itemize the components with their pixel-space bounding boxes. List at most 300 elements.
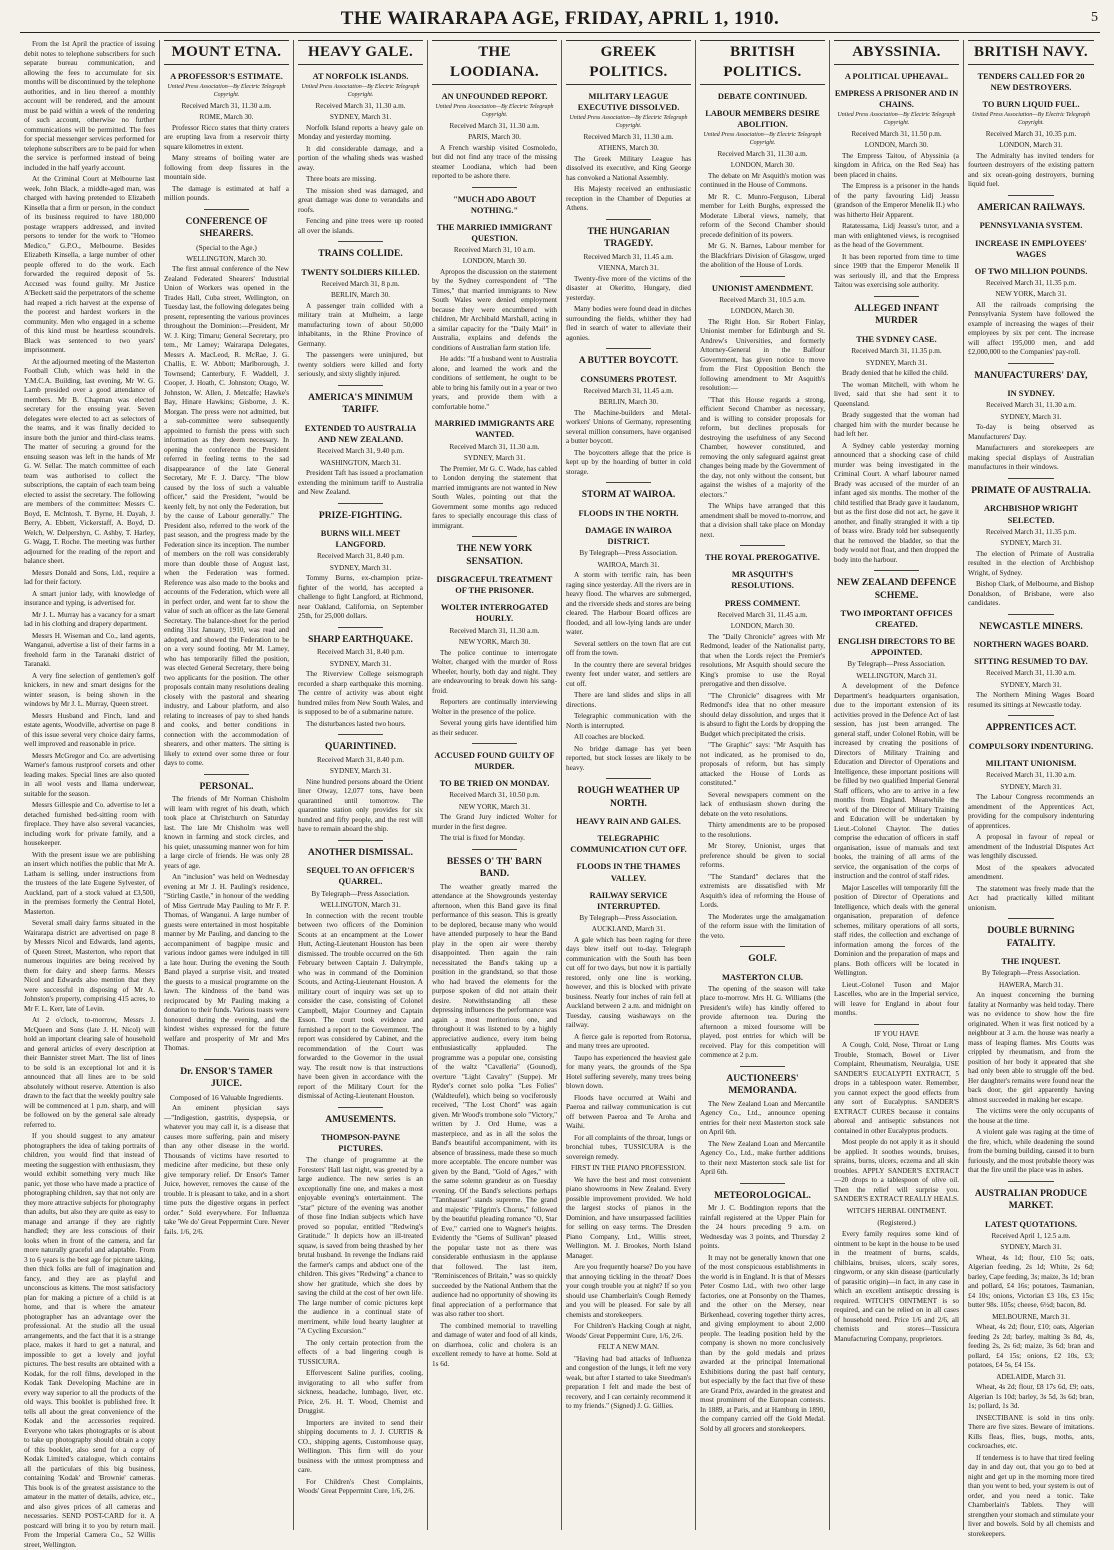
story-subhead: OF TWO MILLION POUNDS. <box>974 266 1088 276</box>
paragraph: Telegraphic communication with the North is interrupted. <box>566 712 691 730</box>
story-divider <box>1008 918 1053 919</box>
dateline: Received March 31, 11.30 a.m. <box>583 132 674 141</box>
story-divider <box>740 1183 785 1184</box>
paragraph: Importers are invited to send their shipping documents to J. J. CURTIS & CO., shipping agents, Customhouse quay, Wellington. This firm will do your business with the utmost promptness and care. <box>298 1418 423 1475</box>
paragraph: Most of the speakers advocated amendment. <box>968 863 1094 882</box>
paragraph: At the adjourned meeting of the Masterton Football Club, which was held in the Y.M.C.A. Building, last evening, Mr W. G. Lamb presided over a good attendance of members. Mr B. Chapman was elected secretary for the ensuing year. Seven delegates were elected to act as selectors of the teams, and it was finally decided to insure both the junior and third-class teams. The matter of securing a ground for the ensuing season was left in the hands of Mr G. W. Sellar. The match committee of each team was authorised to collect the subscriptions, the captain of each team being elected to assist the secretary. The following are members of the committee: Messrs C. Boyd, E. McIntosh, T. Byrne, H. Dayah, J. Berry, A. Ebbett, Vickerstaff, A. Boyd, D. Welch, W. Delpershyn, C. Ashby, T. Harley, G. Wagg, T. Roche. The meeting was further adjourned for the reading of the report and balance sheet. <box>24 357 155 565</box>
paragraph: With the present issue we are publishing an insert which notifies the public that Mr A. Latham is selling, under instructions from the trustees of the late Eugene Sylvester, of Auckland, part of a stock valued at £3,500, in the premises formerly the Central Hotel, Masterton. <box>24 850 155 916</box>
story-subhead: MILITARY LEAGUE EXECUTIVE DISSOLVED. <box>577 91 680 112</box>
story-subhead: EXTENDED TO AUSTRALIA AND NEW ZEALAND. <box>304 423 417 444</box>
paragraph: The Admiralty has invited tenders for fourteen destroyers of the existing pattern and six ocean-going destroyers, burning liquid fuel. <box>968 151 1094 189</box>
story-subhead: THE INQUEST. <box>1001 957 1061 967</box>
paragraph: Are you frequently hoarse? Do you have that annoying tickling in the throat? Does your cough trouble you at night? If so you should use Chamberlain's Cough Remedy and you will be pleased. For sale by all chemists and storekeepers. <box>566 1263 691 1319</box>
story-divider <box>606 778 651 779</box>
paragraph: Lieut.-Colonel Tuson and Major Lascelles, who are in the Imperial service, will leave for England in about four months. <box>834 980 959 1018</box>
paragraph: Ratatessama, Lidj Jeassu's tutor, and a man with enlightened views, is recognised as the head of the Government. <box>834 222 959 250</box>
dateline: Received March 31, 11.30 a.m. <box>449 121 540 130</box>
paragraph: The only certain protection from the effects of a bad lingering cough is TUSSICURA. <box>298 1338 423 1366</box>
wire-credit: United Press Association—By Electric Telegraph Copyright. <box>167 83 286 98</box>
story-headline: AUCTIONEERS' MEMORANDA. <box>726 1073 799 1097</box>
dateline: PARIS, March 30. <box>468 133 521 141</box>
advert-heading: FIRST IN THE PIANO PROFESSION. <box>571 1164 686 1173</box>
story-headline: ALLEGED INFANT MURDER <box>854 303 939 327</box>
story-divider <box>472 743 517 744</box>
story-divider <box>1008 478 1053 479</box>
paragraph: Mr J. L. Murray has a vacancy for a smart lad in his clothing and drapery department. <box>24 610 155 628</box>
dateline: Received March 31, 11.30 a.m. <box>449 442 540 451</box>
column-banner: GREEK POLITICS. <box>566 40 691 85</box>
story-subhead: TWENTY SOLDIERS KILLED. <box>301 267 420 277</box>
story-subhead: "MUCH ADO ABOUT NOTHING." <box>453 194 536 215</box>
paragraph: Twenty-five more of the victims of the disaster at Okeritto, Hungary, died yesterday. <box>566 274 691 302</box>
column-1 <box>20 40 160 1549</box>
dateline: Received March 31, 10.5 a.m. <box>719 295 806 304</box>
story-divider <box>338 840 383 841</box>
newspaper-title: THE WAIRARAPA AGE, FRIDAY, APRIL 1, 1910. <box>340 8 780 29</box>
paragraph: In connection with the recent trouble between two officers of the Dominion Scouts at an encampment at the Lower Hutt, Acting-Lieutenant Houston has been dismissed. The trouble occurred on the 6th February between Captain J. Dalrymple, who was in command of the Dominion Scouts, and Acting-Lieutenant Houston. A military court of inquiry was set up to consider the case, consisting of Colonel Campbell, Major Courtney and Captain Esson. The court took evidence and furnished a report to the Government. The report was considered by Cabinet, and the recommendation of the Court was forwarded to the Governor in the usual way. The result now is that instructions have been given in accordance with the report of the Military Court for the dismissal of Acting-Lieutenant Houston. <box>298 911 423 1101</box>
dateline: SYDNEY, March 31. <box>329 113 392 122</box>
paragraph: If tenderness is to have that tired feeling day in and day out, that you go to bed at night and get up in the morning more tired than you went to bed, your system is out of order, and you need a tonic. Take Chamberlain's Tablets. They will strengthen your stomach and stimulate your liver and bowels. Sold by all chemists and storekeepers. <box>968 1453 1094 1538</box>
paragraph: A violent gale was raging at the time of the fire, which, while deadening the sound from the burning building, caused it to burn furiously, and the most probable theory was that the fire until the place was in ashes. <box>968 1128 1094 1175</box>
story-divider <box>606 482 651 483</box>
column-2 <box>160 40 294 1530</box>
dateline: LONDON, March 30. <box>462 257 527 266</box>
column-6 <box>696 40 830 1530</box>
paragraph: There are land slides and slips in all directions. <box>566 691 691 709</box>
advert-heading: FELT A NEW MAN. <box>598 1343 659 1352</box>
paragraph: Several young girls have identified him as their seducer. <box>432 719 557 737</box>
paragraph: A Sydney cable yesterday morning announced that a shocking case of child murder was being investigated in the Criminal Court. A wharf labourer named Brady was accused of the murder of an infant aged six months. The mother of the child testified that Brady gave it laudanum, but as the first dose did not act, he gave it another, and finally strangled it with a tip of brass wire. Brady told her subsequently that he removed the bladder, so that the body would not float, and then dropped the body into the harbour. <box>834 441 959 564</box>
story-subhead: TENDERS CALLED FOR 20 NEW DESTROYERS. <box>977 71 1085 92</box>
wire-credit: United Press Association—By Electric Telegraph Copyright. <box>301 83 420 98</box>
story-divider <box>472 536 517 537</box>
columns <box>20 40 1100 1549</box>
dateline: LONDON, March 30. <box>730 161 795 170</box>
story-subhead: THE MARRIED IMMIGRANT QUESTION. <box>436 222 553 243</box>
wire-credit: United Press Association—By Electric Telegraph Copyright. <box>703 131 822 146</box>
dateline: WELLINGTON, March 31. <box>856 671 937 680</box>
story-divider <box>874 296 919 297</box>
story-headline: ANOTHER DISMISSAL. <box>307 847 414 858</box>
story-headline: GOLF. <box>748 954 777 965</box>
paragraph: The debate on Mr Asquith's motion was continued in the House of Commons. <box>700 171 825 190</box>
story-subhead: INCREASE IN EMPLOYEES' WAGES <box>975 238 1087 259</box>
advert-heading: WITCH'S HERBAL OINTMENT. <box>846 1206 947 1215</box>
paragraph: "The Chronicle" disagrees with Mr Redmond's idea that no other measure should delay dissolution, and urges that it is absurd to fight the Lords by dropping the Budget which precipitated the crisis. <box>700 691 825 738</box>
story-subhead: BURNS WILL MEET LANGFORD. <box>320 529 401 550</box>
paragraph: All the railroads comprising the Pennsylvania System have followed the example of increasing the wages of their employees by six per cent. The increase will affect 195,000 men, and add £2,000,000 to the Companies' pay-roll. <box>968 300 1094 357</box>
story-headline: Dr. ENSOR'S TAMER JUICE. <box>180 1066 273 1090</box>
paragraph: Nine hundred persons aboard the Orient liner Otway, 12,077 tons, have been quarantined until tomorrow. The quarantine station only provides for six hundred and fifty people, and the rest will have to remain aboard the ship. <box>298 777 423 834</box>
dateline: SYDNEY, March 31. <box>1000 782 1062 791</box>
column-banner: BRITISH POLITICS. <box>700 40 825 85</box>
paragraph: The police continue to interrogate Wolter, charged with the murder of Ross Wheeler, hourly, both day and night. They are endeavouring to break down his sang-froid. <box>432 648 557 695</box>
paragraph: The New Zealand Loan and Mercantile Agency Co., Ltd., announce opening entries for their next Masterton stock sale on April 6th. <box>700 1099 825 1137</box>
story-headline: NEW ZEALAND DEFENCE SCHEME. <box>836 578 957 601</box>
dateline: BERLIN, March 30. <box>598 398 659 407</box>
paragraph: Apropos the discussion on the statement by the Sydney correspondent of "The Times," that married immigrants to New South Wales were denied employment because they were encumbered with children, Mr Archibald Marshall, acting in a similar capacity for the "Daily Mail" in Australia, explains and defends the conditions of Australian farm station life. <box>432 267 557 352</box>
paragraph: Messrs H. Wiseman and Co., land agents, Wanganui, advertise a list of their farms in a freehold farm in the Taranaki district of Taranaki. <box>24 631 155 668</box>
paragraph: Fencing and pine trees were up rooted all over the islands. <box>298 217 423 235</box>
paragraph: The opening of the season will take place to-morrow. Mrs H. G. Williams (the President's wife) has kindly offered to provide afternoon tea. During the afternoon a mixed foursome will be played, post entries for which will be received. Play for this competition will commence at 2 p.m. <box>700 984 825 1060</box>
paragraph: Wheat, 4s 2d; flour, £8 17s 6d, £9; oats, Algerian 1s 10d; barley, 3s 5d, 3s 6d; bran, 1s; pollard, 1s 3d. <box>968 1383 1094 1411</box>
story-headline: METEOROLOGICAL. <box>714 1190 811 1201</box>
paragraph: Mr Storey, Unionist, urges that preference should be given to social reforms. <box>700 842 825 870</box>
column-7 <box>830 40 964 1530</box>
paragraph: No bridge damage has yet been reported, but stock losses are likely to be heavy. <box>566 744 691 772</box>
dateline: Received March 31, 11.30 a.m. <box>181 101 272 110</box>
paragraph: Messrs Donald and Sons, Ltd., require a lad for their factory. <box>24 568 155 586</box>
paragraph: A very fine selection of gentlemen's golf knickers, in new and smart designs for the winter season, is being shown in the windows by Mr J. L. Murray, Queen street. <box>24 671 155 708</box>
paragraph: A gale which has been raging for three days blew itself out to-day. Telegraph communication with the South has been cut off for two days, but now it is partially restored, only one line is working, however, and this is blocked with private business. Nearly four inches of rain fell at Auckland between 2 a.m. and midnight on Tuesday, causing washaways on the railway. <box>566 935 691 1030</box>
story-divider <box>740 276 785 277</box>
story-subhead: A POLITICAL UPHEAVAL. <box>844 71 949 81</box>
dateline: Received March 31, 8.40 p.m. <box>316 552 405 561</box>
paragraph: "That this House regards a strong, efficient Second Chamber as necessary, and is willing to consider proposals for reform, but declines proposals for destroying the usefulness of any Second Chamber, however constituted, and removing the only safeguard against great changes being made by the Government of the day, not only without the consent, but against the wishes of a majority of the electors." <box>700 395 825 499</box>
dateline: By Telegraph—Press Association. <box>981 969 1081 978</box>
dateline: WAIROA, March 31. <box>597 560 660 569</box>
dateline: LONDON, March 30. <box>730 307 795 316</box>
wire-credit: United Press Association—By Electric Telegraph Copyright. <box>435 103 554 118</box>
paragraph: Manufacturers and storekeepers are making special displays of Australian manufactures in their windows. <box>968 444 1094 472</box>
story-subhead: SITTING RESUMED TO DAY. <box>974 657 1088 667</box>
story-headline: NEWCASTLE MINERS. <box>979 621 1083 632</box>
dateline: Received March 31, 11.45 a.m. <box>583 386 674 395</box>
paragraph: If you should suggest to any amateur photographers the idea of taking portraits of children, you would find that instead of meeting the suggestion with enthusiasm, they would exhibit something very much like panic, yet those who have made a practice of photographing children, say that not only are they more attractive subjects for photography than adults, but also they are quite as easy to manage and arrange if they are rightly handled; they are less conscious of their looks when in front of the camera, and far more naturally graceful and adaptable. From 3 to 6 years is the best age for picture taking, then thick folks are full of imagination and fancy, and they are as playful and unconscious as kittens. The most satisfactory plan for making a picture of a child is at home, and that is where the amateur photographer has an advantage over the professional. At the studio all the usual arrangements, and the fact that it is a strange place, makes it hard to get a natural, and impossible to get a lovely and joyful pictures. The best results are obtained with a Kodak, for the roll films, developed in the Kodak Tank Developing Machine are in every way superior to all the products of the old ways. This booklet is published free. It tells all about the great convenience of the Kodak and the accessories required. Everyone who takes photographs or is about to take up photography should obtain a copy of this booklet, also send for a copy of Kodak Limited's catalogue, which contains all the particulars of this big business, containing 'Kodak' and 'Brownie' cameras. This book is of the greatest assistance to the amateur in the matter of details, advice, etc., and also gives prices of all cameras and necessaries. SEND POST-CARD for it. A postcard will bring it to you by return mail. From the Imperial Camera Co., 52 Willis street, Wellington. <box>24 1132 155 1549</box>
paragraph: Wheat, 4s 1d; flour, £10 5s; oats, Algerian feeding, 2s 1d; White, 2s 6d; barley, Cape feeding, 3s; maize, 3s 1d; bran and pollard, £4 16s; potatoes, Tasmanian, £4 10s; onions, Victorian £3 10s, £3 15s; butter 98s. 105s; cheese, 6½d; bacon, 8d. <box>968 1253 1094 1310</box>
story-headline: TRAINS COLLIDE. <box>318 249 403 260</box>
paragraph: It did considerable damage, and a portion of the whaling sheds was washed away. <box>298 144 423 172</box>
paragraph: Reporters are continually interviewing Wolter in the presence of the police. <box>432 698 557 716</box>
paragraph: Mr J. C. Boddington reports that the rainfall registered at the Upper Plain for the 24 hours preceding 9 a.m. on Wednesday was 3 points, and Thursday 2 points. <box>700 1204 825 1251</box>
dateline: NEW YORK, March 30. <box>458 638 531 646</box>
dateline: By Telegraph—Press Association. <box>579 549 678 558</box>
dateline: SYDNEY, March 31. <box>1000 1243 1062 1252</box>
dateline: NEW YORK, March 31. <box>995 290 1067 299</box>
story-subhead: THE ROYAL PREROGATIVE. <box>705 553 820 563</box>
masthead <box>20 8 1100 33</box>
dateline: ATHENS, March 30. <box>598 144 659 153</box>
dateline: Received March 31, 9.40 p.m. <box>316 447 405 456</box>
paragraph: The trial is fixed for Monday. <box>440 834 525 843</box>
story-subhead: AT NORFOLK ISLANDS. <box>312 71 409 81</box>
story-subhead: LATEST QUOTATIONS. <box>985 1219 1077 1229</box>
story-subhead: TWO IMPORTANT OFFICES CREATED. <box>840 609 953 630</box>
paragraph: The Grand Jury indicted Wolter for murder in the first degree. <box>432 813 557 831</box>
wire-credit: United Press Association—By Electric Telegraph Copyright. <box>971 112 1091 126</box>
paragraph: Professor Ricco states that thirty craters are erupting lava from a reservoir thirty square kilometres in extent. <box>164 123 289 151</box>
story-headline: AMERICAN RAILWAYS. <box>977 202 1085 213</box>
dateline: By Telegraph—Press Association. <box>847 660 946 669</box>
paragraph: We have the best and most convenient piano showrooms in New Zealand. Every possible improvement provided. We hold the largest stocks of pianos in the Dominion, and have unsurpassed facilities for selling on easy terms. The Dresden Piano Company, Ltd., Willis street, Wellington. M. J. Brookes, North Island Manager. <box>566 1175 691 1260</box>
dateline: Received March 31, 11.35 p.m. <box>851 347 942 356</box>
paragraph: A storm with terrific rain, has been raging since yesterday. All the rivers are in heavy flood. The wharves are submerged, and the riverside sheds and stores are being cleared. The Harbour Board offices are flooded, and all low-lying lands are under water. <box>566 571 691 637</box>
story-subhead: DAMAGE IN WAIROA DISTRICT. <box>585 525 672 546</box>
paragraph: In the country there are several bridges twenty feet under water, and settlers are cut off. <box>566 660 691 688</box>
story-headline: PRIZE-FIGHTING. <box>318 510 403 521</box>
story-subhead: IN SYDNEY. <box>1007 389 1055 399</box>
paragraph: For all complaints of the throat, lungs or bronchial tubes, TUSSICURA is the sovereign remedy. <box>566 1133 691 1161</box>
story-subhead: HEAVY RAIN AND GALES. <box>576 817 681 827</box>
story-subhead: FLOODS IN THE NORTH. <box>578 508 679 518</box>
dateline: Received March 31, 11.45 a.m. <box>583 252 674 261</box>
paragraph: At the Criminal Court at Melbourne last week, John Black, a middle-aged man, was charged with having pretended to Elizabeth Kinsella that a firm or person, in the conduct of its business required to have 180,000 postage wrappers addressed, and invited persons to tender for the work to "Homeo Medico," G.P.O., Melbourne. Besides Elizabeth Kinsella, a large number of other people offered to do the work. Each forwarded the required deposit of 5s. Accused was found guilty. Mr Justice A'Beckett said the perpetrators of the scheme had reaped a rich harvest at the expense of the poorest and hardest workers in the community. Men who engaged in a scheme of this kind must be heartless scoundrels. Black was sentenced to two years' imprisonment. <box>24 175 155 354</box>
paragraph: "The Standard" declares that the extremists are dissatisfied with Mr Asquith's idea of reforming the House of Lords. <box>700 872 825 910</box>
paragraph: The victims were the only occupants of the house at the time. <box>968 1107 1094 1125</box>
story-headline: APPRENTICES ACT. <box>985 723 1077 734</box>
story-subhead: COMPULSORY INDENTURING. <box>968 741 1094 751</box>
story-divider <box>1008 363 1053 364</box>
advert-heading: IF YOU HAVE <box>874 1029 919 1038</box>
story-headline: BESSES O' TH' BARN BAND. <box>446 856 543 880</box>
dateline: LONDON, March 31. <box>999 141 1063 150</box>
paragraph: Several small dairy farms situated in the Wairarapa district are advertised on page 8 by Messrs Nicol and Edwards, land agents, of Queen Street, Masterton, who report that numerous inquiries are being received by them for dairy and sheep farms. Messrs Nicol and Edwards also mention that they were successful in disposing of Mr A. Johnston's property, comprising 415 acres, to Mr F. L. Kerr, late of Levin. <box>24 919 155 1013</box>
paragraph: Several settlers on the town flat are cut off from the town. <box>566 639 691 658</box>
paragraph: For Children's Chest Complaints, Woods' Great Peppermint Cure, 1/6, 2/6. <box>298 1477 423 1496</box>
story-divider <box>1008 715 1053 716</box>
story-subhead: MR ASQUITH'S RESOLUTIONS. <box>731 570 794 591</box>
story-divider <box>1008 195 1053 196</box>
paragraph: It has been reported from time to time since 1909 that the Emperor Menelik II was seriously ill, and that the Empress Taitou was exercising sole authority. <box>834 252 959 290</box>
dateline: Received March 31, 8.40 p.m. <box>316 755 405 764</box>
paragraph: The passengers were uninjured, but twenty soldiers were killed and forty seriously, and sixty slightly injured. <box>298 351 423 379</box>
story-subhead: TELEGRAPHIC COMMUNICATION CUT OFF. <box>570 834 687 855</box>
paragraph: Floods have occurred at Waihi and Paeroa and railway communication is cut off between Paeroa and Te Aroha and Waihi. <box>566 1093 691 1131</box>
paragraph: At 2 o'clock, to-morrow, Messrs J. McQueen and Sons (late J. H. Nicol) will hold an important clearing sale of household and general articles of every description at their Bannister street Mart. The list of lines to be sold is an exceptional lot and it is announced that all lines are to be sold absolutely without reserve. Attention is also drawn to the fact that the weekly poultry sale will be commenced at 1 p.m. sharp, and will be followed on by the general sale already referred to. <box>24 1016 155 1129</box>
dateline: Received April 1, 12.5 a.m. <box>991 1231 1071 1240</box>
dateline: Received March 31, 11.30 a.m. <box>449 626 540 635</box>
paragraph: The Riverview College seismograph recorded a sharp earthquake this morning. The centre of activity was about eight hundred miles from New South Wales, and is supposed to be of a submarine nature. <box>298 670 423 717</box>
paragraph: The damage is estimated at half a million pounds. <box>164 184 289 203</box>
paragraph: The Empress Taitou, of Abyssinia (a kingdom in Africa, on the Red Sea) has been placed in chains. <box>834 151 959 179</box>
dateline: SYDNEY, March 31. <box>329 563 392 572</box>
story-divider <box>740 946 785 947</box>
story-subhead: THE SYDNEY CASE. <box>856 334 937 344</box>
story-subhead: FLOODS IN THE THAMES VALLEY. <box>576 862 681 883</box>
subtitle: (Special to the Age.) <box>196 242 257 252</box>
wire-credit: United Press Association—By Electric Telegraph Copyright. <box>837 112 956 126</box>
dateline: Received March 31, 10.50 p.m. <box>449 791 540 800</box>
paragraph: The disturbances lasted two hours. <box>306 719 406 728</box>
story-subhead: UNIONIST AMENDMENT. <box>711 283 814 293</box>
story-subhead: DEBATE CONTINUED. <box>717 91 808 101</box>
paragraph: Three boats are missing. <box>306 175 377 184</box>
dateline: ADELAIDE, March 31. <box>996 1372 1066 1381</box>
paragraph: Mr G. N. Barnes, Labour member for the Blackfriars Division of Glasgow, urged the abolition of the House of Lords. <box>700 242 825 270</box>
story-subhead: MASTERTON CLUB. <box>722 972 803 982</box>
paragraph: Effervescent Saline purifies, cooling, invigorating to all who suffer from sickness, headache, lumbago, liver, etc. Price, 2/6. H. T. Wood, Chemist and Druggist. <box>298 1369 423 1416</box>
story-headline: AUSTRALIAN PRODUCE MARKET. <box>974 1188 1088 1212</box>
paragraph: The Machine-builders and Metal-workers' Unions of Germany, representing several million consumers, have organised a butter boycott. <box>566 408 691 446</box>
dateline: BERLIN, March 30. <box>330 291 391 300</box>
dateline: Received March 31, 11.35 p.m. <box>985 278 1077 287</box>
paragraph: The statement was freely made that the Act had practically killed militant unionism. <box>968 884 1094 912</box>
dateline: Received March 31, 10.35 p.m. <box>985 129 1077 138</box>
story-divider <box>1008 1181 1053 1182</box>
story-divider <box>338 241 383 242</box>
paragraph: For Children's Hacking Cough at night, Woods' Great Peppermint Cure, 1/6, 2/6. <box>566 1322 691 1340</box>
paragraph: Thirty amendments are to be proposed to the resolutions. <box>700 821 825 839</box>
paragraph: A proposal in favour of repeal or amendment of the Industrial Disputes Act was lengthily discussed. <box>968 833 1094 861</box>
column-3 <box>294 40 428 1530</box>
paragraph: Messrs Husband and Finch, land and estate agents, Woodville, advertise on page 8 of this issue several very choice dairy farms, well improved and reasonable in price. <box>24 711 155 748</box>
paragraph: From the 1st April the practice of issuing debit notes to telephone subscribers for such separate bureau communication, and allowing the fees to accumulate for six months will be discontinued by the telephone authorities, and in lieu thereof a monthly account will be rendered, and the amount must be paid within a week of the rendering of such account, otherwise no further communications will be permitted. The fees for special messenger services performed for telephone subscribers are to be paid for when the service is performed instead of being included in the half yearly account. <box>24 40 155 172</box>
paragraph: The first annual conference of the New Zealand Federated Shearers' Industrial Union of Workers was opened in the Trades Hall, Cuba street, Wellington, on Tuesday last, the following delegates being present, representing the various provinces throughout the Dominion:—President, Mr W. J. Kirg; Timaru; General Secretary, pro tem., Mr Lamey; Wairarapa Delegates, Messrs A. MacLeod, R. McRae, J. G. Challis, E. W. Abbott; Marlborough, J. Townsend; Canterbury, F. Waddell, J. Cooper, J. Hoath, C. Johnston; Otago, W. Johnston, W. Allen, J. Metcalfe; Hawke's Bay, Hinare Hawkins; Gisborne, J. K. Morgan. The press were not admitted, but a sub-committee were subsequently appointed to furnish the press with such information as they deem necessary. In opening the conference the President referred in feeling terms to the sad disappearance of the late General Secretary, Mr F. J. Darcy. "The blow caused by the loss of such a valuable officer," said the President, "would be keenly felt, by not only the Federation, but by the cause of Labour generally." The President also, referred to the work of the past season, and the progress made by the Federation since its inception. The number of members on the roll was considerably more than double those of August last, when the Federation was formed. Reference was also made to the books and accounts of the Federation, which were all in perfect order, and went far to show the value of such an officer as the late General Secretary. The balance-sheet for the period ending 31st January, 1910, was read and adopted, and showed the Federation to be on a very sound footing. Mr M. Lamey, who has temporarily filled the position, was elected General Secretary, there being two applicants for the position. The other proposals contain many resolutions dealing closely with the pastoral and shearing industry, and Labour platform, and also relating to increases of pay to shed hands and cooks, and better conditions in connection with the accommodation of shearers, and other matters. The sitting is likely to extend over some three or four days to come. <box>164 265 289 768</box>
paragraph: Messrs McGregor and Co. are advertising Warner's famous rustproof corsets and other leading makes. Special lines are also quoted in all wool vests and llama underwear, suitable for the season. <box>24 751 155 798</box>
paragraph: The combined memorial to travelling and damage of water and food of all kinds, on diarrhoea, colic and cholera is an excellent remedy to have at home. Sold at 1s 6d. <box>432 1321 557 1368</box>
story-divider <box>606 219 651 220</box>
paragraph: INSECTIBANE is sold in tins only. There are five sizes. Beware of imitations. Kills fleas, flies, bugs, moths, ants, cockroaches, etc. <box>968 1413 1094 1451</box>
story-subhead: NORTHERN WAGES BOARD. <box>973 640 1089 650</box>
dateline: SYDNEY, March 31. <box>1000 539 1062 548</box>
story-headline: PERSONAL. <box>199 781 254 792</box>
paragraph: The Right Hon. Sir Robert Finlay, Unionist member for Edinburgh and St. Andrew's Universities, and formerly Attorney-General in the Balfour Government, has given notice to move from the First Opposition Bench the following amendment to Mr Asquith's resolution:— <box>700 317 825 393</box>
paragraph: Messrs Gillespie and Co. advertise to let a detached furnished bed-sitting room with fireplace. They have also several vacancies, including work for private family, and a housekeeper. <box>24 801 155 847</box>
dateline: Received March 31, 8 p.m. <box>321 279 400 288</box>
story-headline: SHARP EARTHQUAKE. <box>308 634 413 645</box>
paragraph: The woman Mitchell, with whom he lived, said that she had sent it to Queensland. <box>834 380 959 408</box>
story-divider <box>204 774 249 775</box>
dateline: Received March 31, 11.30 a.m. <box>717 149 808 158</box>
dateline: WASHINGTON, March 31. <box>320 458 401 467</box>
story-subhead: ACCUSED FOUND GUILTY OF MURDER. <box>434 751 555 772</box>
dateline: LONDON, March 30. <box>730 622 795 631</box>
story-headline: CONFERENCE OF SHEARERS. <box>185 216 268 240</box>
dateline: Received March 31, 11.50 p.m. <box>851 129 942 138</box>
dateline: MELBOURNE, March 31. <box>992 1312 1070 1321</box>
dateline: By Telegraph—Press Association. <box>311 889 410 898</box>
paragraph: Bishop Clark, of Melbourne, and Bishop Donaldson, of Brisbane, were also candidates. <box>968 580 1094 608</box>
paragraph: "Having had bad attacks of Influenza and congestion of the lungs, it left me very weak, but after I started to take Steedman's preparation I felt and made the best of recovery, and I can certainly recommend it to my friends." (Signed) J. G. Gillies. <box>566 1354 691 1411</box>
dateline: HAWERA, March 31. <box>998 980 1064 989</box>
paragraph: A Cough, Cold, Nose, Throat or Lung Trouble, Stomach, Bowel or Liver Complaint, Rheumatism, Neuralgia, USE SANDER'S EUCALYPTI EXTRACT, 5 drops in a tablespoon water. Remember, you cannot expect the good effects from any sort of Eucalyptus. SANDER'S EXTRACT CURES because it contains aboreal and antiseptic substances not contained in other Eucalyptus products. <box>834 1041 959 1135</box>
dateline: Received March 31, 11.35 p.m. <box>985 527 1077 536</box>
paragraph: A French warship visited Cosmoledo, but did not find any trace of the missing steamer Loodiana, which had been reported to be ashore there. <box>432 143 557 180</box>
column-banner: THE LOODIANA. <box>432 40 557 85</box>
story-divider <box>338 385 383 386</box>
story-headline: THE HUNGARIAN TRAGEDY. <box>587 226 670 250</box>
story-divider <box>338 503 383 504</box>
paragraph: President Taft has issued a proclamation extending the minimum tariff to Australia and New Zealand. <box>298 469 423 497</box>
paragraph: To-day is being observed as Manufacturers' Day. <box>968 423 1094 441</box>
story-subhead: A PROFESSOR'S ESTIMATE. <box>170 71 283 81</box>
paragraph: Brady denied that he killed the child. <box>842 369 949 378</box>
paragraph: Every family requires some kind of ointment to be kept in the house to be used in the treatment of burns, scalds, chilblains, bruises, ulcers, scaly sores, ringworm, or any skin disease (particularly of parasitic origin)—in fact, in any case in which an excellent antiseptic dressing is required. WITCH'S OINTMENT is so required, and can be relied on in all cases of household need. Price 1/6 and 2/6, all chemists and stores—Tussicura Manufacturing Company, proprietors. <box>834 1230 959 1343</box>
dateline: By Telegraph—Press Association. <box>579 913 678 922</box>
paragraph: All coaches are blocked. <box>574 733 645 742</box>
paragraph: An "inclusion" was held on Wednesday evening at Mr J. H. Pauling's residence, "Stirling Castle," in honour of the wedding of Miss Gertrude May Pauling to Mr F. P. Thomas, of Wanganui. A large number of guests were entertained in most hospitable manner by Mr Pauling, and dancing to the accompaniment of bagpipe music and various indoor games were indulged in till a late hour. During the evening the South Band played a surprise visit, and treated the guests to a musical programme on the lawn. The kindness of the band was reciprocated by Mr Pauling making a donation to their funds. Various toasts were honoured during the evening, and the kindest wishes expressed for the future welfare and prosperity of Mr and Mrs Thomas. <box>164 873 289 1053</box>
dateline: LONDON, March 30. <box>864 141 929 150</box>
story-headline: STORM AT WAIROA. <box>581 490 676 501</box>
dateline: ROME, March 30. <box>199 113 254 122</box>
paragraph: Several newspapers comment on the lack of enthusiasm shown during the debate on the veto resolutions. <box>700 790 825 818</box>
story-divider <box>874 1024 919 1025</box>
paragraph: A fierce gale is reported from Rotorua, and many trees are uprooted. <box>566 1032 691 1051</box>
dateline: WELLINGTON, March 31. <box>320 901 401 910</box>
page-number: 5 <box>1091 10 1098 25</box>
dateline: SYDNEY, March 31. <box>329 767 392 776</box>
paragraph: The New Zealand Loan and Mercantile Agency Co., Ltd., make further additions to their next Masterton stock sale list for April 6th. <box>700 1139 825 1177</box>
dateline: VIENNA, March 31. <box>598 264 659 273</box>
paragraph: A smart junior lady, with knowledge of insurance and typing, is advertised for. <box>24 589 155 607</box>
dateline: Received March 31, 11.30 a.m. <box>986 401 1076 410</box>
dateline: Received March 31, 11.30 a.m. <box>986 669 1076 678</box>
story-divider <box>472 187 517 188</box>
paragraph: Brady suggested that the woman had charged him with the murder because he had left her. <box>834 411 959 439</box>
dateline: SYDNEY, March 31. <box>329 659 392 668</box>
story-divider <box>1008 614 1053 615</box>
dateline: Received March 31, 10 a.m. <box>453 245 536 254</box>
story-headline: DOUBLE BURNING FATALITY. <box>987 926 1075 949</box>
paragraph: The weather greatly marred the attendance at the Showgrounds yesterday afternoon, when this Band gave its final performance of this season. This is greatly to be deplored, because many who would have attended purposely to hear the Band play in the open air were thereby disappointed. Then again the rain necessitated the Band's taking up a position in the grandstand, so that those who had braved the elements for the purpose spoken of did not attain their desire. Notwithstanding all these depressing influences the performance was again a most meritorious one, and throughout it was listened to by a highly appreciative audience, every item being enthusiastically applauded. The programme was a popular one, consisting of the waltz "Cavalleria" (Gounod), overture "Light Cavalry" (Suppe). Mr Ryder's cornet solo polka "Les Folies" (Waldteufel), which being so vociferously received, "The Lost Chord" was again given. Mr Wood's trombone solo "Victory," written by J. Ord Hume, was a masterpiece, and as in all the solos the Band's beautiful accompaniment, with its absence of brassiness, made these so much more acceptable. The encore number was given by the Band, "Gold of Ages," with the same solemn grandeur as on Tuesday evening. Of the Band's selections perhaps "Tannhauser" stands supreme. The grand and majestic "Pilgrim's Chorus," followed by the beautiful pleading romance "O, Star of Eve," carried one to Wagner's heights. Evidently the "Gems of Sullivan" pleased the popular taste not as there was considerable enthusiasm in the applause that followed. The last item, "Reminiscences of Britain," was so quickly succeeded by the National Anthem that the audience had no opportunity of showing its final appreciation of a performance that was also rather too short. <box>432 882 557 1319</box>
paragraph: A passenger train collided with a military train at Mulheim, a large manufacturing town of about 50,000 inhabitants, in the Rhine Province of Germany. <box>298 301 423 348</box>
story-subhead: SEQUEL TO AN OFFICER'S QUARREL. <box>306 866 415 887</box>
story-divider <box>338 627 383 628</box>
story-divider <box>606 348 651 349</box>
paragraph: The boycotters allege that the price is kept up by the hoarding of butter in cold storage. <box>566 448 691 476</box>
story-subhead: MILITANT UNIONISM. <box>985 758 1077 768</box>
dateline: AUCKLAND, March 31. <box>591 925 666 934</box>
story-divider <box>338 1107 383 1108</box>
paragraph: The friends of Mr Norman Chisholm will learn with regret of his death, which took place at Christchurch on Saturday last. The late Mr Chisholm was well known in farming and stock circles, and his quiet, unassuming manner won for him a large circle of friends. He was only 28 years of age. <box>164 795 289 870</box>
paragraph: An eminent physician says—"Indigestion, gastritis, dyspepsia, or whatever you may call it, is a disease that causes more suffering, pain and misery than any other disease in the world. Thousands of victims have resorted to medicine after medicine, but these only give temporary relief. Dr Ensor's Tamer Juice, however, removes the cause of the trouble. It is pleasant to take, and in a short time puts the digestive organs in perfect order." Sold everywhere. For Influenza take 'We do' Great Peppermint Cure. Never fails. 1/6, 2/6. <box>164 1104 289 1236</box>
story-divider <box>740 1066 785 1067</box>
story-divider <box>338 734 383 735</box>
story-subhead: ARCHBISHOP WRIGHT SELECTED. <box>983 504 1079 525</box>
story-headline: A BUTTER BOYCOTT. <box>578 356 679 367</box>
column-4 <box>428 40 562 1530</box>
story-divider <box>472 849 517 850</box>
story-subhead: CONSUMERS PROTEST. <box>580 374 677 384</box>
story-subhead: DISGRACEFUL TREATMENT OF THE PRISONER. <box>436 575 553 596</box>
dateline: SYDNEY, March 31. <box>1000 412 1062 421</box>
paragraph: The mission shed was damaged, and great damage was done to verandahs and roofs. <box>298 186 423 214</box>
column-banner: HEAVY GALE. <box>298 40 423 65</box>
paragraph: It may not be generally known that one of the most conspicuous establishments in the world is in England. It is that of Messrs Peter Cosmo Ltd., with two other large factories, one at Ponsonby on the Thames, and the other on the Mersey, near Birkenhead, covering together thirty acres, and giving employment to about 2,000 people. The leading position held by the company is shown no more conclusively than by the gold medals and prizes awarded at the principal International Exhibitions during the past half century, but especially by the fact that five of these are Grand Prix, awarded in the greatest and most prominent of the European contests. In 1889, at Paris, and at Hamburg in 1890, the company carried off the Gold Medal. Sold by all grocers and storekeepers. <box>700 1253 825 1433</box>
story-subhead: THOMPSON-PAYNE PICTURES. <box>320 1133 401 1154</box>
paragraph: Wheat, 4s 2d; flour, £10; oats, Algerian feeding 2s 2d; barley, malting 3s 8d, 4s, feeding 2s, 2s 6d; maize, 3s 6d; bran and pollard, £4 15s; onions, £2 10s, £3; potatoes, £4 5s, £4 15s. <box>968 1323 1094 1370</box>
story-headline: MANUFACTURERS' DAY, <box>974 370 1088 381</box>
story-subhead: ENGLISH DIRECTORS TO BE APPOINTED. <box>837 637 956 658</box>
dateline: SYDNEY, March 31. <box>463 454 526 463</box>
paragraph: The election of Primate of Australia resulted in the election of Archbishop Wright, of Sydney. <box>968 549 1094 577</box>
story-headline: THE NEW YORK SENSATION. <box>456 544 533 567</box>
story-subhead: WOLTER INTERROGATED HOURLY. <box>440 603 549 624</box>
paragraph: Major Lascelles will temporarily fill the position of Director of Operations and Intelligence, which deals with the general organisation, preparation of defence schemes, military operations of all sorts, staff rides, the collection and exchange of information among the forces of the Dominion and the preparation of maps and plans. Both officers will be located in Wellington. <box>834 883 959 978</box>
paragraph: "The Graphic" says: "Mr Asquith has not indicated, as he promised to do, proposals of reform, but has simply attacked the House of Lords as constituted." <box>700 741 825 788</box>
paragraph: The Premier, Mr G. C. Wade, has cabled to London denying the statement that married immigrants are not wanted in New South Wales, pointing out that the Government some months ago reduced fares to specially encourage this class of immigrant. <box>432 464 557 530</box>
story-headline: AMERICA'S MINIMUM TARIFF. <box>308 392 413 416</box>
paragraph: The Empress is a prisoner in the hands of the party favouring Lidj Jeassu (grandson of the Emperor Menelik II.) who was hitherto Heir Apparent. <box>834 182 959 219</box>
column-banner: MOUNT ETNA. <box>164 40 289 65</box>
paragraph: A development of the Defence Department's headquarters organisation, due to the important extension of its activities proved in the Defence Act of last session, has just been arranged. The general staff, under Colonel Robin, will be increased by creating the positions of Directors of Military Training and Education and Director of Operations and Intelligence, these important positions will be filled by two qualified Imperial General Staff officers, who are to arrive in a few months from England. Meanwhile the work of the Director of Military Training and Education will be undertaken by Lieut.-Colonel Chaytor. The duties comprise the education of officers in staff organisation, issue of manuals and text books, the training of all arms of the service, the organisation of the corps of instruction and the control of staff rides. <box>834 682 959 881</box>
story-subhead: AN UNFOUNDED REPORT. <box>441 91 548 101</box>
story-divider <box>740 545 785 546</box>
story-subhead: TO BE TRIED ON MONDAY. <box>439 779 550 789</box>
paragraph: Tommy Burns, ex-champion prize-fighter of the world, has accepted a challenge to fight Langford, at Richmond, near Oakland, California, on September 25th, for 25,000 dollars. <box>298 574 423 621</box>
paragraph: Mr R. C. Munro-Ferguson, Liberal member for Leith Burghs, expressed the Moderate Liberal views, namely, that reform of the Second Chamber should precede definition of its powers. <box>700 192 825 239</box>
story-divider <box>204 209 249 210</box>
dateline: NEW YORK, March 31. <box>458 802 531 811</box>
subtitle: Composed of 16 Valuable Ingredients. <box>169 1092 284 1102</box>
paragraph: The "Daily Chronicle" agrees with Mr Redmond, leader of the Nationalist party, that when the Lords reject the Premier's resolutions, Mr Asquith should secure the King's promise to use the Royal prerogative and then dissolve. <box>700 632 825 689</box>
dateline: SYDNEY, March 31. <box>1000 680 1062 689</box>
paragraph: The Whips have arranged that this amendment shall be moved to-morrow, and that a division shall take place on Monday next. <box>700 502 825 539</box>
story-divider <box>204 1059 249 1060</box>
paragraph: The change of programme at the Foresters' Hall last night, was greeted by a large audience. The new series is an exceptionally fine one, and makes a most enjoyable evening's entertainment. The "star" picture of the evening was another of those fine Indian subjects which have proved so popular, entitled "Redwing's Gratitude." It depicts how an ill-treated squaw, is saved from being thrashed by her brutal husband. In revenge the Indians raid the farmer's camps and abduct one of the children. This gives "Redwing" a chance to show her gratitude, which she does by saving the child at the cost of her own life. The large number of comic pictures kept the audience in a continual state of merriment, while loud hearty laughter at "A Cycling Excursion." <box>298 1156 423 1336</box>
story-subhead: RAILWAY SERVICE INTERRUPTED. <box>589 890 668 911</box>
paragraph: The Moderates urge the amalgamation of the reform issue with the limitation of the veto. <box>700 912 825 940</box>
